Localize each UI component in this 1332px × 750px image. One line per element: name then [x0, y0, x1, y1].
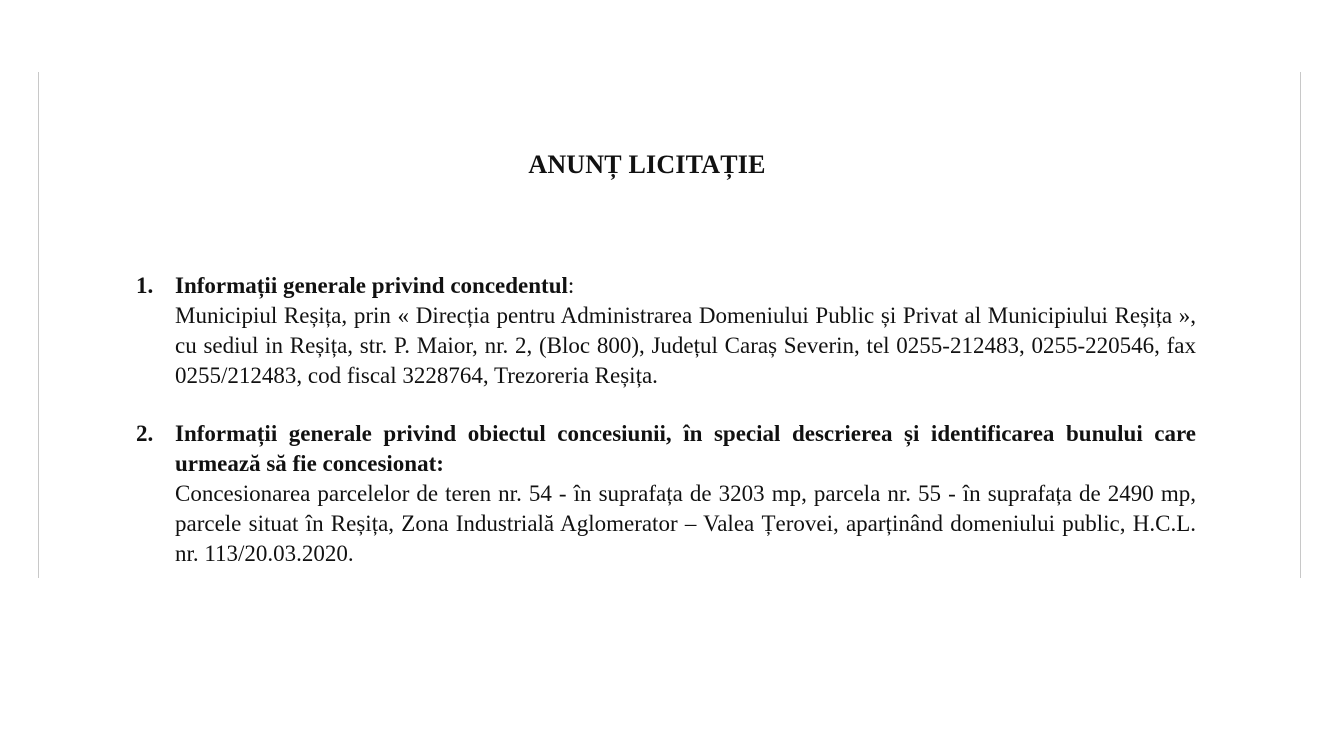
section-number: 2.	[136, 421, 154, 446]
section-body: Concesionarea parcelelor de teren nr. 54 - în suprafața de 3203 mp, parcela nr. 55 - în suprafața de 2490 mp, parcele situat în Reșița, Zona Industrială Aglomerator – Valea Țerovei, aparținând domeniului public, H.C.L. nr. 113/20.03.2020.	[175, 481, 1196, 566]
section-heading: Informații generale privind obiectul concesiunii, în special descrierea și identificarea bunului care urmează să fie concesionat:	[175, 421, 1196, 476]
section-heading-colon: :	[567, 273, 575, 298]
section-object	[136, 419, 1196, 569]
section-body: Municipiul Reșița, prin « Direcția pentru Administrarea Domeniului Public și Privat al Municipiului Reșița », cu sediul in Reșița, str. P. Maior, nr. 2, (Bloc 800), Județul Caraș Severin, tel 0255-212483, 0255-220546, fax 0255/212483, cod fiscal 3228764, Trezoreria Reșița.	[175, 303, 1196, 388]
section-concedent	[136, 271, 1196, 391]
document-title: ANUNȚ LICITAȚIE	[528, 150, 766, 179]
section-content	[175, 419, 1196, 569]
section-heading-text: Informații generale privind concedentul	[175, 273, 568, 298]
page-left-edge	[38, 72, 39, 578]
section-heading	[175, 271, 1196, 301]
section-content	[175, 271, 1196, 391]
page-right-edge	[1300, 72, 1301, 578]
section-number: 1.	[136, 273, 154, 298]
